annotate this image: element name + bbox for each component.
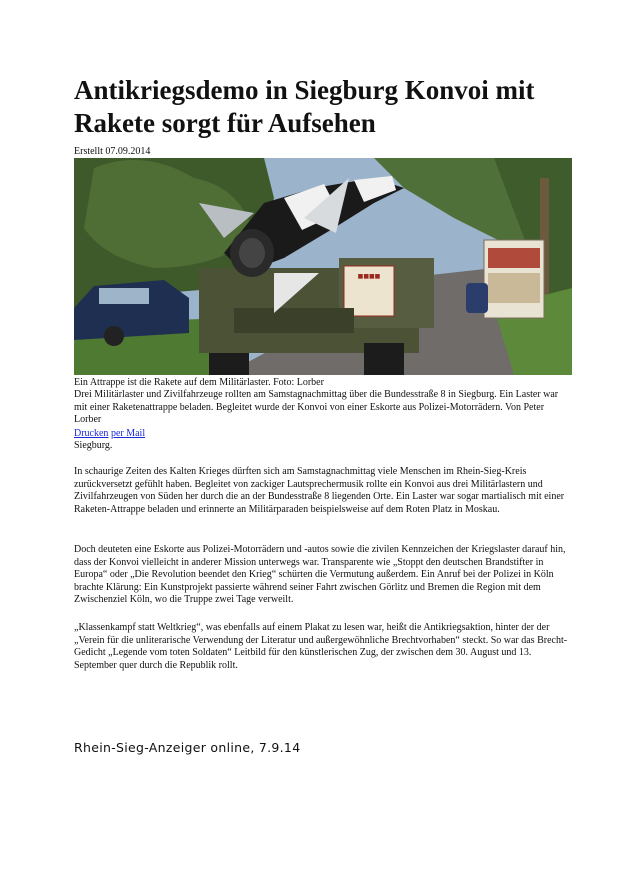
dateline: Siegburg. [74, 440, 113, 451]
photo-caption [74, 377, 572, 427]
svg-text:■■■■: ■■■■ [357, 273, 381, 280]
mail-link[interactable]: per Mail [110, 428, 146, 439]
caption-text: Ein Attrappe ist die Rakete auf dem Militärlaster. Foto: Lorber [74, 377, 324, 388]
share-links [74, 428, 145, 440]
print-link[interactable]: Drucken [74, 428, 109, 439]
paragraph-3: „Klassenkampf statt Weltkrieg“, was ebenfalls auf einem Plakat zu lesen war, heißt die Antikriegsaktion, hinter der der „Verein für die unliterarische Verwendung der Literatur und außergewöhnliche Brechtvorhaben“ steckt. So war das Brecht-Gedicht „Legende vom toten Soldaten“ Leitbild für den künstlerischen Zug, der zwischen dem 30. August und 13. September quer durch die Republik rollt. [74, 622, 568, 671]
article-title: Antikriegsdemo in Siegburg Konvoi mit Rakete sorgt für Aufsehen [74, 75, 535, 138]
source-footer: Rhein-Sieg-Anzeiger online, 7.9.14 [74, 740, 301, 755]
paragraph-1: In schaurige Zeiten des Kalten Krieges dürften sich am Samstagnachmittag viele Menschen im Rhein-Sieg-Kreis zurückversetzt gefühlt haben. Begleitet von zackiger Lautsprechermusik rollte ein Konvoi aus drei Militärlastern und Zivilfahrzeugen von Süden her durch die an der Bundesstraße 8 liegenden Orte. Ein Laster war sogar martialisch mit einer Raketen-Attrappe beladen und erinnerte an Militärparaden beispielsweise auf dem Roten Platz in Moskau. [74, 466, 565, 515]
paragraph-2: Doch deuteten eine Eskorte aus Polizei-Motorrädern und -autos sowie die zivilen Kennzeichen der Kriegslaster darauf hin, dass der Konvoi vielleicht in anderer Mission unterwegs war. Transparente wie „Stoppt den deutschen Brandstifter in Europa“ oder „Die Revolution beendet den Krieg“ schürten die Vermutung außerdem. Ein Anruf bei der Polizei in Köln brachte Klärung: Ein Kunstprojekt passierte während seiner Fahrt zwischen Görlitz und Bremen die Region mit dem Zwischenziel Köln, wo die Truppe zwei Tage verweilt. [74, 544, 566, 606]
created-date: Erstellt 07.09.2014 [74, 146, 151, 157]
article-summary: Drei Militärlaster und Zivilfahrzeuge rollten am Samstagnachmittag über die Bundesstraße 8 in Siegburg. Ein Laster war mit einer Raketenattrappe beladen. Begleitet wurde der Konvoi von einer Eskorte aus Polizei-Motorrädern. Von Peter Lorber [74, 389, 559, 426]
article-photo [74, 158, 572, 375]
